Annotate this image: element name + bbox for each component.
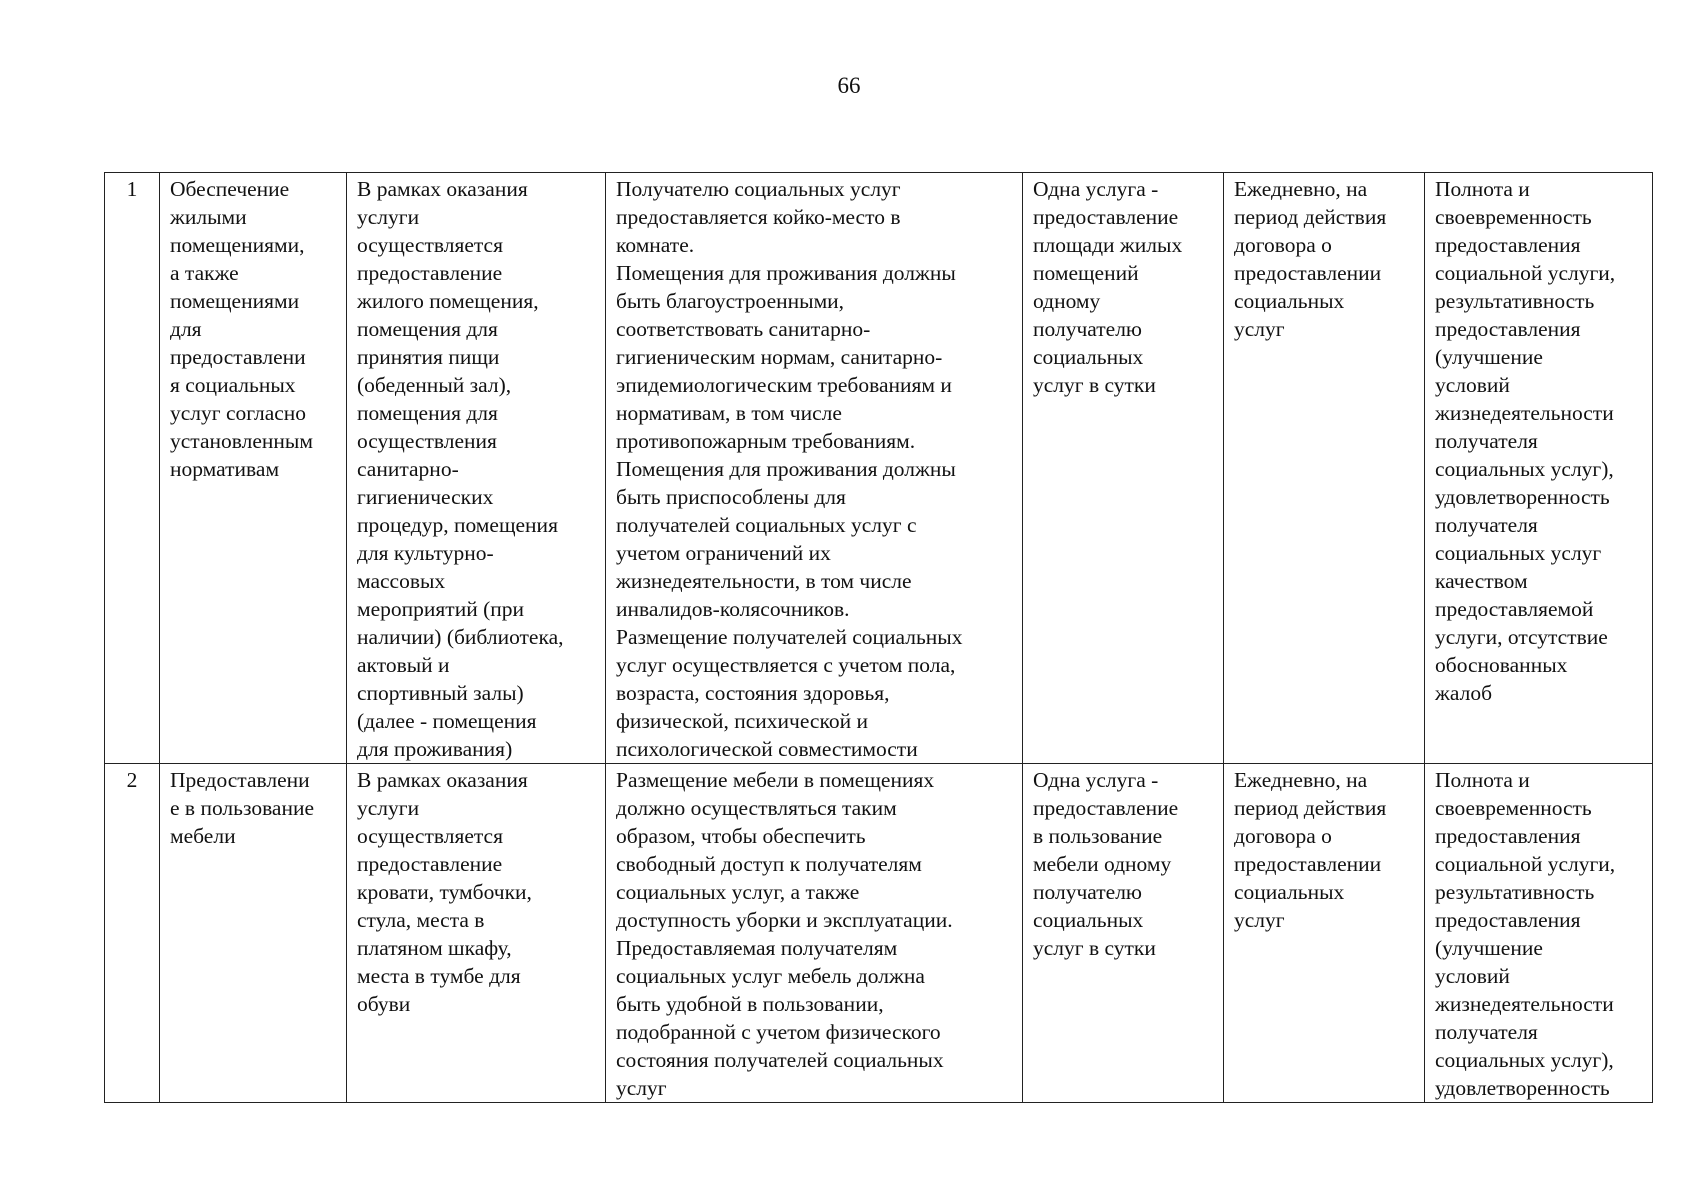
service-standards: Получателю социальных услуг предоставляется койко-место в комнате. Помещения для проживания должны быть благоустроенными, соответствовать санитарно- гигиеническим нормам, санитарно- эпидемиологическим требованиям и нормативам, в том числе противопожарным требованиям. Помещения для проживания должны быть приспособлены для получателей социальных услуг с учетом ограничений их жизнедеятельности, в том числе инвалидов-колясочников. Размещение получателей социальных услуг осуществляется с учетом пола, возраста, состояния здоровья, физической, психической и психологической совместимости <box>616 177 963 761</box>
table-row <box>105 173 1653 764</box>
service-quality: Полнота и своевременность предоставления социальной услуги, результативность предоставления (улучшение условий жизнедеятельности получателя социальных услуг), удовлетворенность <box>1435 768 1616 1100</box>
table-row <box>105 764 1653 1103</box>
service-name: Обеспечение жилыми помещениями, а также помещениями для предоставлени я социальных услуг согласно установленным нормативам <box>170 177 313 481</box>
service-standards-cell <box>606 173 1023 764</box>
service-unit: Одна услуга - предоставление в пользование мебели одному получателю социальных услуг в сутки <box>1033 768 1179 960</box>
service-name: Предоставлени е в пользование мебели <box>170 768 315 848</box>
row-number-cell: 1 <box>105 173 160 764</box>
service-name-cell <box>160 173 347 764</box>
service-description-cell <box>347 173 606 764</box>
service-quality-cell <box>1425 173 1653 764</box>
service-unit-cell <box>1023 764 1224 1103</box>
service-period-cell <box>1224 764 1425 1103</box>
service-description-cell <box>347 764 606 1103</box>
service-period-cell <box>1224 173 1425 764</box>
service-standards: Размещение мебели в помещениях должно осуществляться таким образом, чтобы обеспечить свободный доступ к получателям социальных услуг, а также доступность уборки и эксплуатации. Предоставляемая получателям социальных услуг мебель должна быть удобной в пользовании, подобранной с учетом физического состояния получателей социальных услуг <box>616 768 953 1100</box>
service-description: В рамках оказания услуги осуществляется предоставление жилого помещения, помещения для принятия пищи (обеденный зал), помещения для осуществления санитарно- гигиенических процедур, помещения для культурно- массовых мероприятий (при наличии) (библиотека, актовый и спортивный залы) (далее - помещения для проживания) <box>357 177 564 761</box>
service-period: Ежедневно, на период действия договора о предоставлении социальных услуг <box>1234 177 1387 341</box>
row-number-cell: 2 <box>105 764 160 1103</box>
service-unit-cell <box>1023 173 1224 764</box>
service-unit: Одна услуга - предоставление площади жилых помещений одному получателю социальных услуг в сутки <box>1033 177 1183 397</box>
services-table <box>104 172 1653 1103</box>
service-name-cell <box>160 764 347 1103</box>
service-quality-cell <box>1425 764 1653 1103</box>
page-number: 66 <box>837 73 861 98</box>
service-quality: Полнота и своевременность предоставления социальной услуги, результативность предоставления (улучшение условий жизнедеятельности получателя социальных услуг), удовлетворенность получателя социальных услуг качеством предоставляемой услуги, отсутствие обоснованных жалоб <box>1435 177 1616 705</box>
service-standards-cell <box>606 764 1023 1103</box>
service-description: В рамках оказания услуги осуществляется предоставление кровати, тумбочки, стула, места в платяном шкафу, места в тумбе для обуви <box>357 768 532 1016</box>
service-period: Ежедневно, на период действия договора о предоставлении социальных услуг <box>1234 768 1387 932</box>
